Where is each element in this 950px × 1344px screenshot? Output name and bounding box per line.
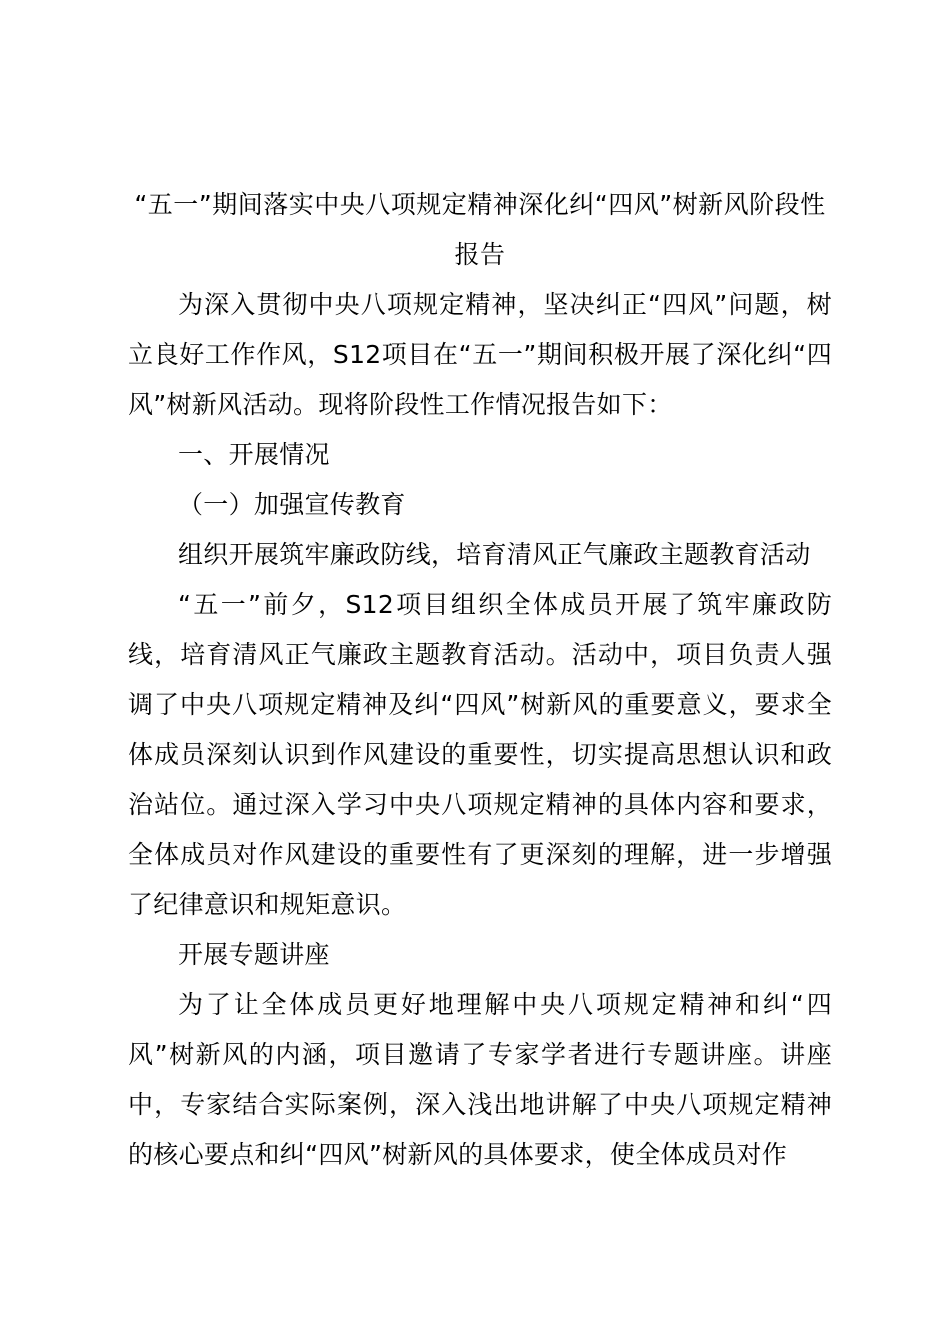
intro-paragraph: 为深入贯彻中央八项规定精神，坚决纠正“四风”问题，树立良好工作作风，S12项目在“五一”期间积极开展了深化纠“四风”树新风活动。现将阶段性工作情况报告如下： bbox=[128, 290, 832, 419]
activity-paragraph: “五一”前夕，S12项目组织全体成员开展了筑牢廉政防线，培育清风正气廉政主题教育活动。活动中，项目负责人强调了中央八项规定精神及纠“四风”树新风的重要意义，要求全体成员深刻认识到作风建设的重要性，切实提高思想认识和政治站位。通过深入学习中央八项规定精神的具体内容和要求，全体成员对作风建设的重要性有了更深刻的理解，进一步增强了纪律意识和规矩意识。 bbox=[128, 590, 832, 919]
lecture-paragraph: 为了让全体成员更好地理解中央八项规定精神和纠“四风”树新风的内涵，项目邀请了专家学者进行专题讲座。讲座中，专家结合实际案例，深入浅出地讲解了中央八项规定精神的核心要点和纠“四风”树新风的具体要求，使全体成员对作 bbox=[128, 990, 832, 1169]
lecture-heading: 开展专题讲座 bbox=[178, 940, 330, 969]
activity-heading: 组织开展筑牢廉政防线，培育清风正气廉政主题教育活动 bbox=[178, 540, 811, 569]
document-title: “五一”期间落实中央八项规定精神深化纠“四风”树新风阶段性报告 bbox=[134, 190, 826, 269]
document-body bbox=[128, 280, 832, 1180]
subsection-heading: （一）加强宣传教育 bbox=[178, 490, 406, 519]
section-heading: 一、开展情况 bbox=[178, 440, 330, 469]
